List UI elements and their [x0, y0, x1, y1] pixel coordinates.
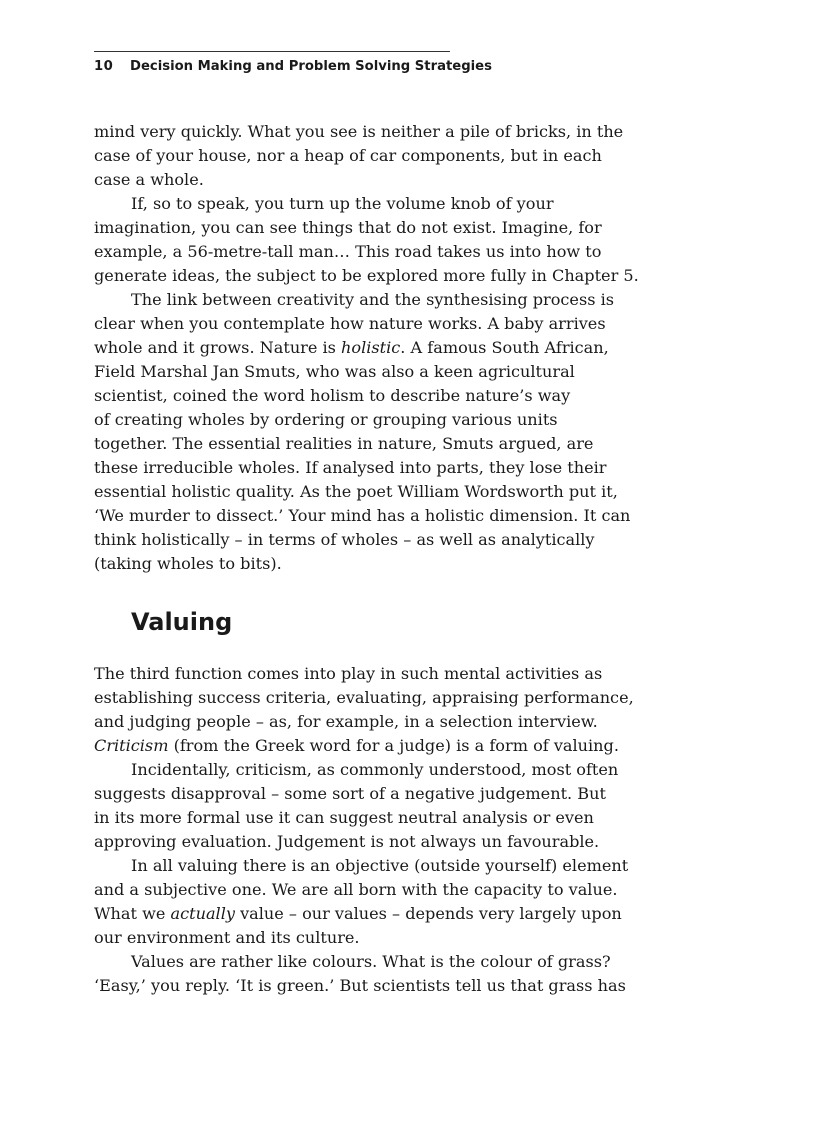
text-line: and a subjective one. We are all born with the capacity to value.: [94, 880, 618, 899]
text-line: and judging people – as, for example, in a selection interview.: [94, 712, 598, 731]
text-line: approving evaluation. Judgement is not always un favourable.: [94, 832, 600, 851]
running-title: Decision Making and Problem Solving Strategies: [130, 59, 492, 74]
text-line: Incidentally, criticism, as commonly understood, most often: [131, 760, 619, 779]
text-line: mind very quickly. What you see is neither a pile of bricks, in the: [94, 122, 624, 141]
emphasis: Criticism: [94, 736, 169, 755]
page-number: 10: [94, 59, 114, 74]
text-line: our environment and its culture.: [94, 928, 360, 947]
text-line: Field Marshal Jan Smuts, who was also a keen agricultural: [94, 362, 575, 381]
text-line: What we actually value – our values – depends very largely upon: [94, 904, 622, 923]
text-line: (taking wholes to bits).: [94, 554, 282, 573]
text-line: whole and it grows. Nature is holistic. A famous South African,: [94, 338, 609, 357]
text-line: Criticism (from the Greek word for a judge) is a form of valuing.: [94, 736, 619, 755]
emphasis: holistic: [341, 338, 401, 357]
text-line: In all valuing there is an objective (outside yourself) element: [131, 856, 629, 875]
text-line: in its more formal use it can suggest neutral analysis or even: [94, 808, 594, 827]
text-line: of creating wholes by ordering or grouping various units: [94, 410, 558, 429]
text-line: together. The essential realities in nature, Smuts argued, are: [94, 434, 594, 453]
emphasis: actually: [170, 904, 235, 923]
text-line: clear when you contemplate how nature works. A baby arrives: [94, 314, 606, 333]
text-line: establishing success criteria, evaluating, appraising performance,: [94, 688, 634, 707]
text-line: The link between creativity and the synthesising process is: [131, 290, 615, 309]
text-line: scientist, coined the word holism to describe nature’s way: [94, 386, 571, 405]
text-line: The third function comes into play in such mental activities as: [94, 664, 603, 683]
text-line: imagination, you can see things that do not exist. Imagine, for: [94, 218, 602, 237]
text-line: case of your house, nor a heap of car components, but in each: [94, 146, 602, 165]
running-head: [94, 59, 492, 74]
text-line: essential holistic quality. As the poet William Wordsworth put it,: [94, 482, 618, 501]
text-line: ‘Easy,’ you reply. ‘It is green.’ But scientists tell us that grass has: [94, 976, 626, 995]
section-heading: Valuing: [131, 608, 233, 636]
text-line: If, so to speak, you turn up the volume knob of your: [131, 194, 554, 213]
text-line: ‘We murder to dissect.’ Your mind has a holistic dimension. It can: [94, 506, 631, 525]
text-line: generate ideas, the subject to be explored more fully in Chapter 5.: [94, 266, 639, 285]
text-line: case a whole.: [94, 170, 204, 189]
text-line: example, a 56-metre-tall man… This road takes us into how to: [94, 242, 602, 261]
text-line: suggests disapproval – some sort of a negative judgement. But: [94, 784, 606, 803]
header-rule: [94, 51, 450, 52]
text-line: think holistically – in terms of wholes – as well as analytically: [94, 530, 595, 549]
text-line: these irreducible wholes. If analysed into parts, they lose their: [94, 458, 607, 477]
text-line: Values are rather like colours. What is the colour of grass?: [131, 952, 611, 971]
